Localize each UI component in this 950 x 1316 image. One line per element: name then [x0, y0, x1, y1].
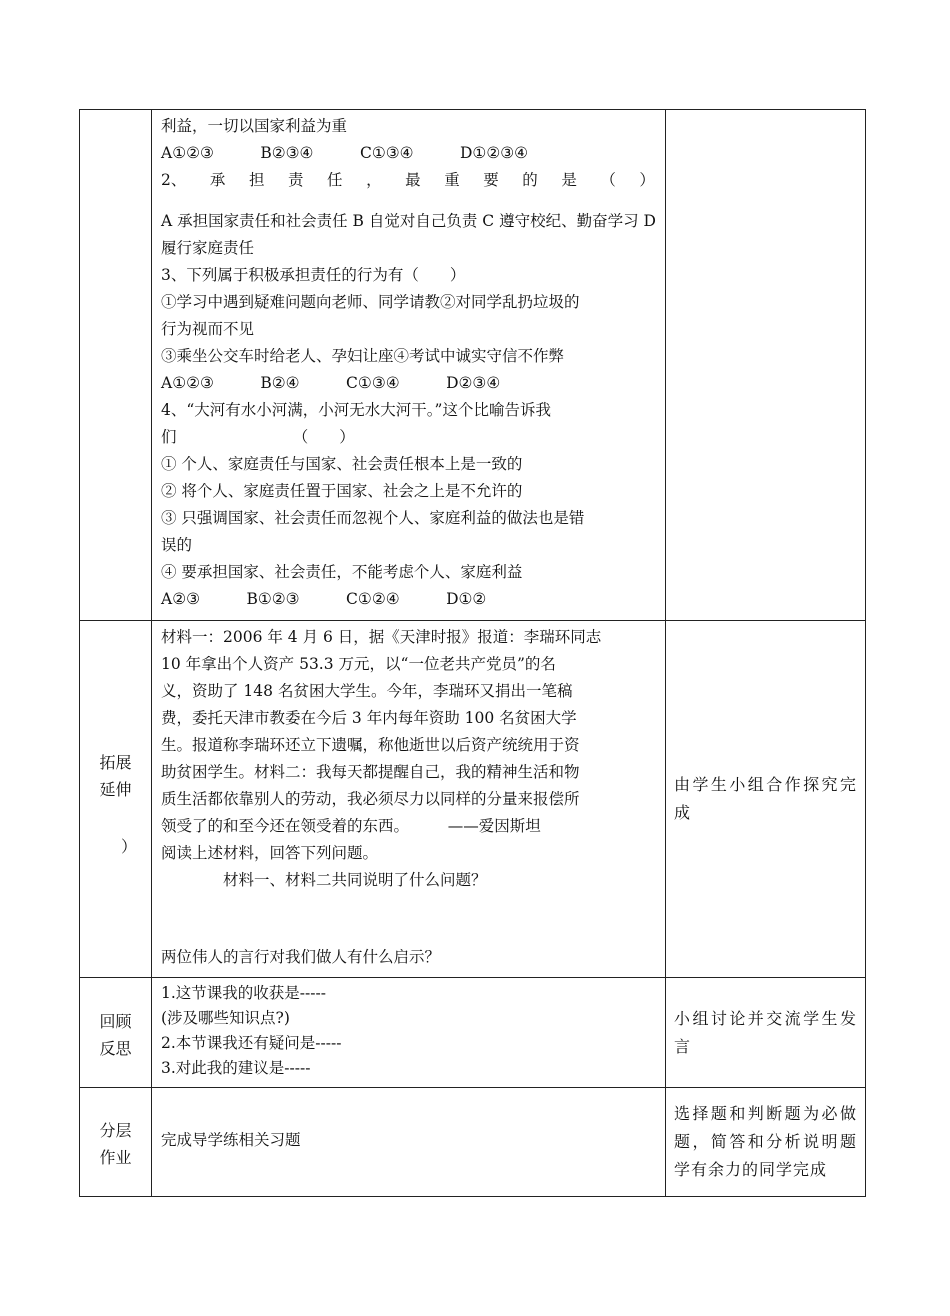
q4-stem-cont: 们 （ ） [161, 428, 355, 446]
q4-item-3-cont: 误的 [161, 536, 193, 554]
review-label-cell [80, 978, 152, 1088]
q4-item-1: ① 个人、家庭责任与国家、社会责任根本上是一致的 [161, 455, 523, 473]
extension-content-cell [152, 621, 666, 978]
review-line-1: 1.这节课我的收获是----- [161, 984, 326, 1002]
exercise-content-cell [152, 110, 666, 621]
q3-line-1: ①学习中遇到疑难问题向老师、同学请教②对同学乱扔垃圾的 [161, 293, 580, 311]
extension-note-cell [666, 621, 866, 978]
material-line-7: 质生活都依靠别人的劳动，我必须尽力以同样的分量来报偿所 [161, 790, 580, 808]
review-content-cell [152, 978, 666, 1088]
q2-stem: 2、 承 担 责 任 ， 最 重 要 的 是 （ ） [161, 171, 655, 189]
q4-stem: 4、“大河有水小河满，小河无水大河干。”这个比喻告诉我 [161, 401, 551, 419]
homework-content-cell [152, 1088, 666, 1197]
extension-label-cell [80, 621, 152, 978]
homework-content: 完成导学练相关习题 [161, 1131, 301, 1149]
extension-row [80, 621, 866, 978]
homework-label-line1: 分层 [99, 1121, 132, 1140]
homework-label-cell [80, 1088, 152, 1197]
q4-options: A②③ B①②③ C①②④ D①② [161, 590, 487, 608]
q4-item-3: ③ 只强调国家、社会责任而忽视个人、家庭利益的做法也是错 [161, 509, 585, 527]
exercise-note-cell [666, 110, 866, 621]
review-line-3: 2.本节课我还有疑问是----- [161, 1034, 342, 1052]
q4-item-4: ④ 要承担国家、社会责任，不能考虑个人、家庭利益 [161, 563, 523, 581]
homework-row [80, 1088, 866, 1197]
material-instruction: 阅读上述材料，回答下列问题。 [161, 844, 379, 862]
homework-label-line2: 作业 [99, 1148, 132, 1167]
homework-note: 选择题和判断题为必做题，简答和分析说明题学有余力的同学完成 [674, 1104, 857, 1179]
material-line-2: 10 年拿出个人资产 53.3 万元，以“一位老共产党员”的名 [161, 655, 556, 673]
material-line-6: 助贫困学生。材料二：我每天都提醒自己，我的精神生活和物 [161, 763, 580, 781]
review-line-2: (涉及哪些知识点?) [161, 1009, 290, 1027]
material-line-5: 生。报道称李瑞环还立下遗嘱，称他逝世以后资产统统用于资 [161, 736, 580, 754]
q3-line-3: ③乘坐公交车时给老人、孕妇让座④考试中诚实守信不作弊 [161, 347, 565, 365]
review-note: 小组讨论并交流学生发言 [674, 1008, 857, 1056]
review-note-cell [666, 978, 866, 1088]
material-question-1: 材料一、材料二共同说明了什么问题？ [161, 871, 487, 889]
extension-label-line1: 拓展 [99, 752, 132, 772]
review-row [80, 978, 866, 1088]
review-line-4: 3.对此我的建议是----- [161, 1059, 311, 1077]
review-label-line2: 反思 [99, 1038, 132, 1058]
review-label-line1: 回顾 [99, 1011, 132, 1031]
homework-note-cell [666, 1088, 866, 1197]
exercise-row [80, 110, 866, 621]
q2-options: A 承担国家责任和社会责任 B 自觉对自己负责 C 遵守校纪、勤奋学习 D 履行家庭责任 [161, 212, 656, 257]
material-line-8: 领受了的和至今还在领受着的东西。 ——爱因斯坦 [161, 817, 541, 835]
extension-label-paren: ） [120, 836, 137, 856]
q1-options: A①②③ B②③④ C①③④ D①②③④ [161, 144, 529, 162]
exercise-label-cell [80, 110, 152, 621]
material-line-1: 材料一：2006 年 4 月 6 日，据《天津时报》报道：李瑞环同志 [161, 628, 602, 646]
extension-label-line2: 延伸 [99, 779, 132, 799]
q4-item-2: ② 将个人、家庭责任置于国家、社会之上是不允许的 [161, 482, 523, 500]
q3-stem: 3、下列属于积极承担责任的行为有（ ） [161, 266, 466, 284]
extension-note: 由学生小组合作探究完成 [674, 775, 857, 822]
q3-line-2: 行为视而不见 [161, 320, 255, 338]
material-line-3: 义，资助了 148 名贫困大学生。今年，李瑞环又捐出一笔稿 [161, 682, 573, 700]
material-line-4: 费，委托天津市教委在今后 3 年内每年资助 100 名贫困大学 [161, 709, 577, 727]
q3-options: A①②③ B②④ C①③④ D②③④ [161, 374, 501, 392]
q1-tail-text: 利益，一切以国家利益为重 [161, 117, 348, 135]
lesson-table [79, 109, 866, 1197]
material-question-2: 两位伟人的言行对我们做人有什么启示？ [161, 948, 441, 966]
